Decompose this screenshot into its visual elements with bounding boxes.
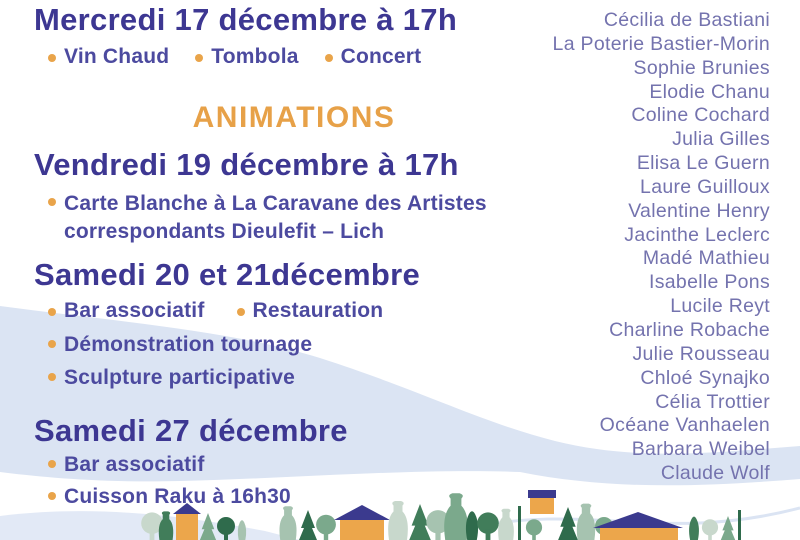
artist-name: Julie Rousseau [632,342,770,365]
bullet-dot-icon [48,54,56,62]
bullet-dot-icon [325,54,333,62]
event-title-mercredi-17: Mercredi 17 décembre à 17h [34,2,458,37]
bullet-dot-icon [48,198,56,206]
activity-item [48,45,169,69]
artist-name: Laure Guilloux [640,175,770,198]
artist-name: Madé Mathieu [642,247,770,270]
artist-name: Océane Vanhaelen [599,414,770,437]
artist-name: Isabelle Pons [649,271,770,294]
artist-name: Coline Cochard [631,104,770,127]
samedi20-activity [48,366,295,390]
activity-item [237,299,384,323]
artist-name: Cécilia de Bastiani [603,9,770,31]
event-title-samedi-27: Samedi 27 décembre [34,413,348,448]
event-title-vendredi-19: Vendredi 19 décembre à 17h [34,147,459,182]
activity-label: Concert [340,45,422,68]
activity-label: Restauration [252,299,384,322]
bullet-dot-icon [48,492,56,500]
artist-name: Claude Wolf [660,462,770,485]
artist-name: Sophie Brunies [633,56,770,79]
artist-name: Jacinthe Leclerc [624,223,770,246]
bullet-dot-icon [195,54,203,62]
artist-name: Julia Gilles [672,128,770,151]
animations-heading: ANIMATIONS [192,101,396,134]
activity-label: Carte Blanche à La Caravane des Artistes correspondants Dieulefit – Lich [64,192,487,243]
activity-label: Démonstration tournage [64,333,313,356]
samedi20-activity [48,333,312,357]
samedi27-activity [48,453,205,477]
samedi27-activity [48,485,291,509]
activity-label: Vin Chaud [64,45,170,68]
activity-item [48,299,205,323]
artist-name: Elisa Le Guern [636,152,770,175]
artist-name: Charline Robache [609,318,770,341]
activity-label: Cuisson Raku à 16h30 [64,485,291,508]
bullet-dot-icon [48,308,56,316]
mercredi-activities-row [48,45,421,69]
activity-item [325,45,422,69]
artist-name: Célia Trottier [655,390,770,413]
artist-name: La Poterie Bastier-Morin [552,32,770,55]
samedi20-activities-row [48,299,383,323]
activity-label: Bar associatif [64,299,205,322]
bullet-dot-icon [237,308,245,316]
artist-name: Elodie Chanu [649,80,770,103]
activity-label: Bar associatif [64,453,205,476]
bullet-dot-icon [48,373,56,381]
artists-list [553,9,770,486]
activity-label: Tombola [211,45,299,68]
artist-name: Chloé Synajko [640,366,770,389]
vendredi-activity [48,190,514,245]
artist-name: Valentine Henry [628,199,770,222]
event-title-samedi-20-21: Samedi 20 et 21décembre [34,257,420,292]
bullet-dot-icon [48,340,56,348]
artist-name: Lucile Reyt [670,295,770,318]
activity-label: Sculpture participative [64,366,295,389]
artist-name: Barbara Weibel [631,438,770,461]
activity-item [195,45,298,69]
bullet-dot-icon [48,460,56,468]
